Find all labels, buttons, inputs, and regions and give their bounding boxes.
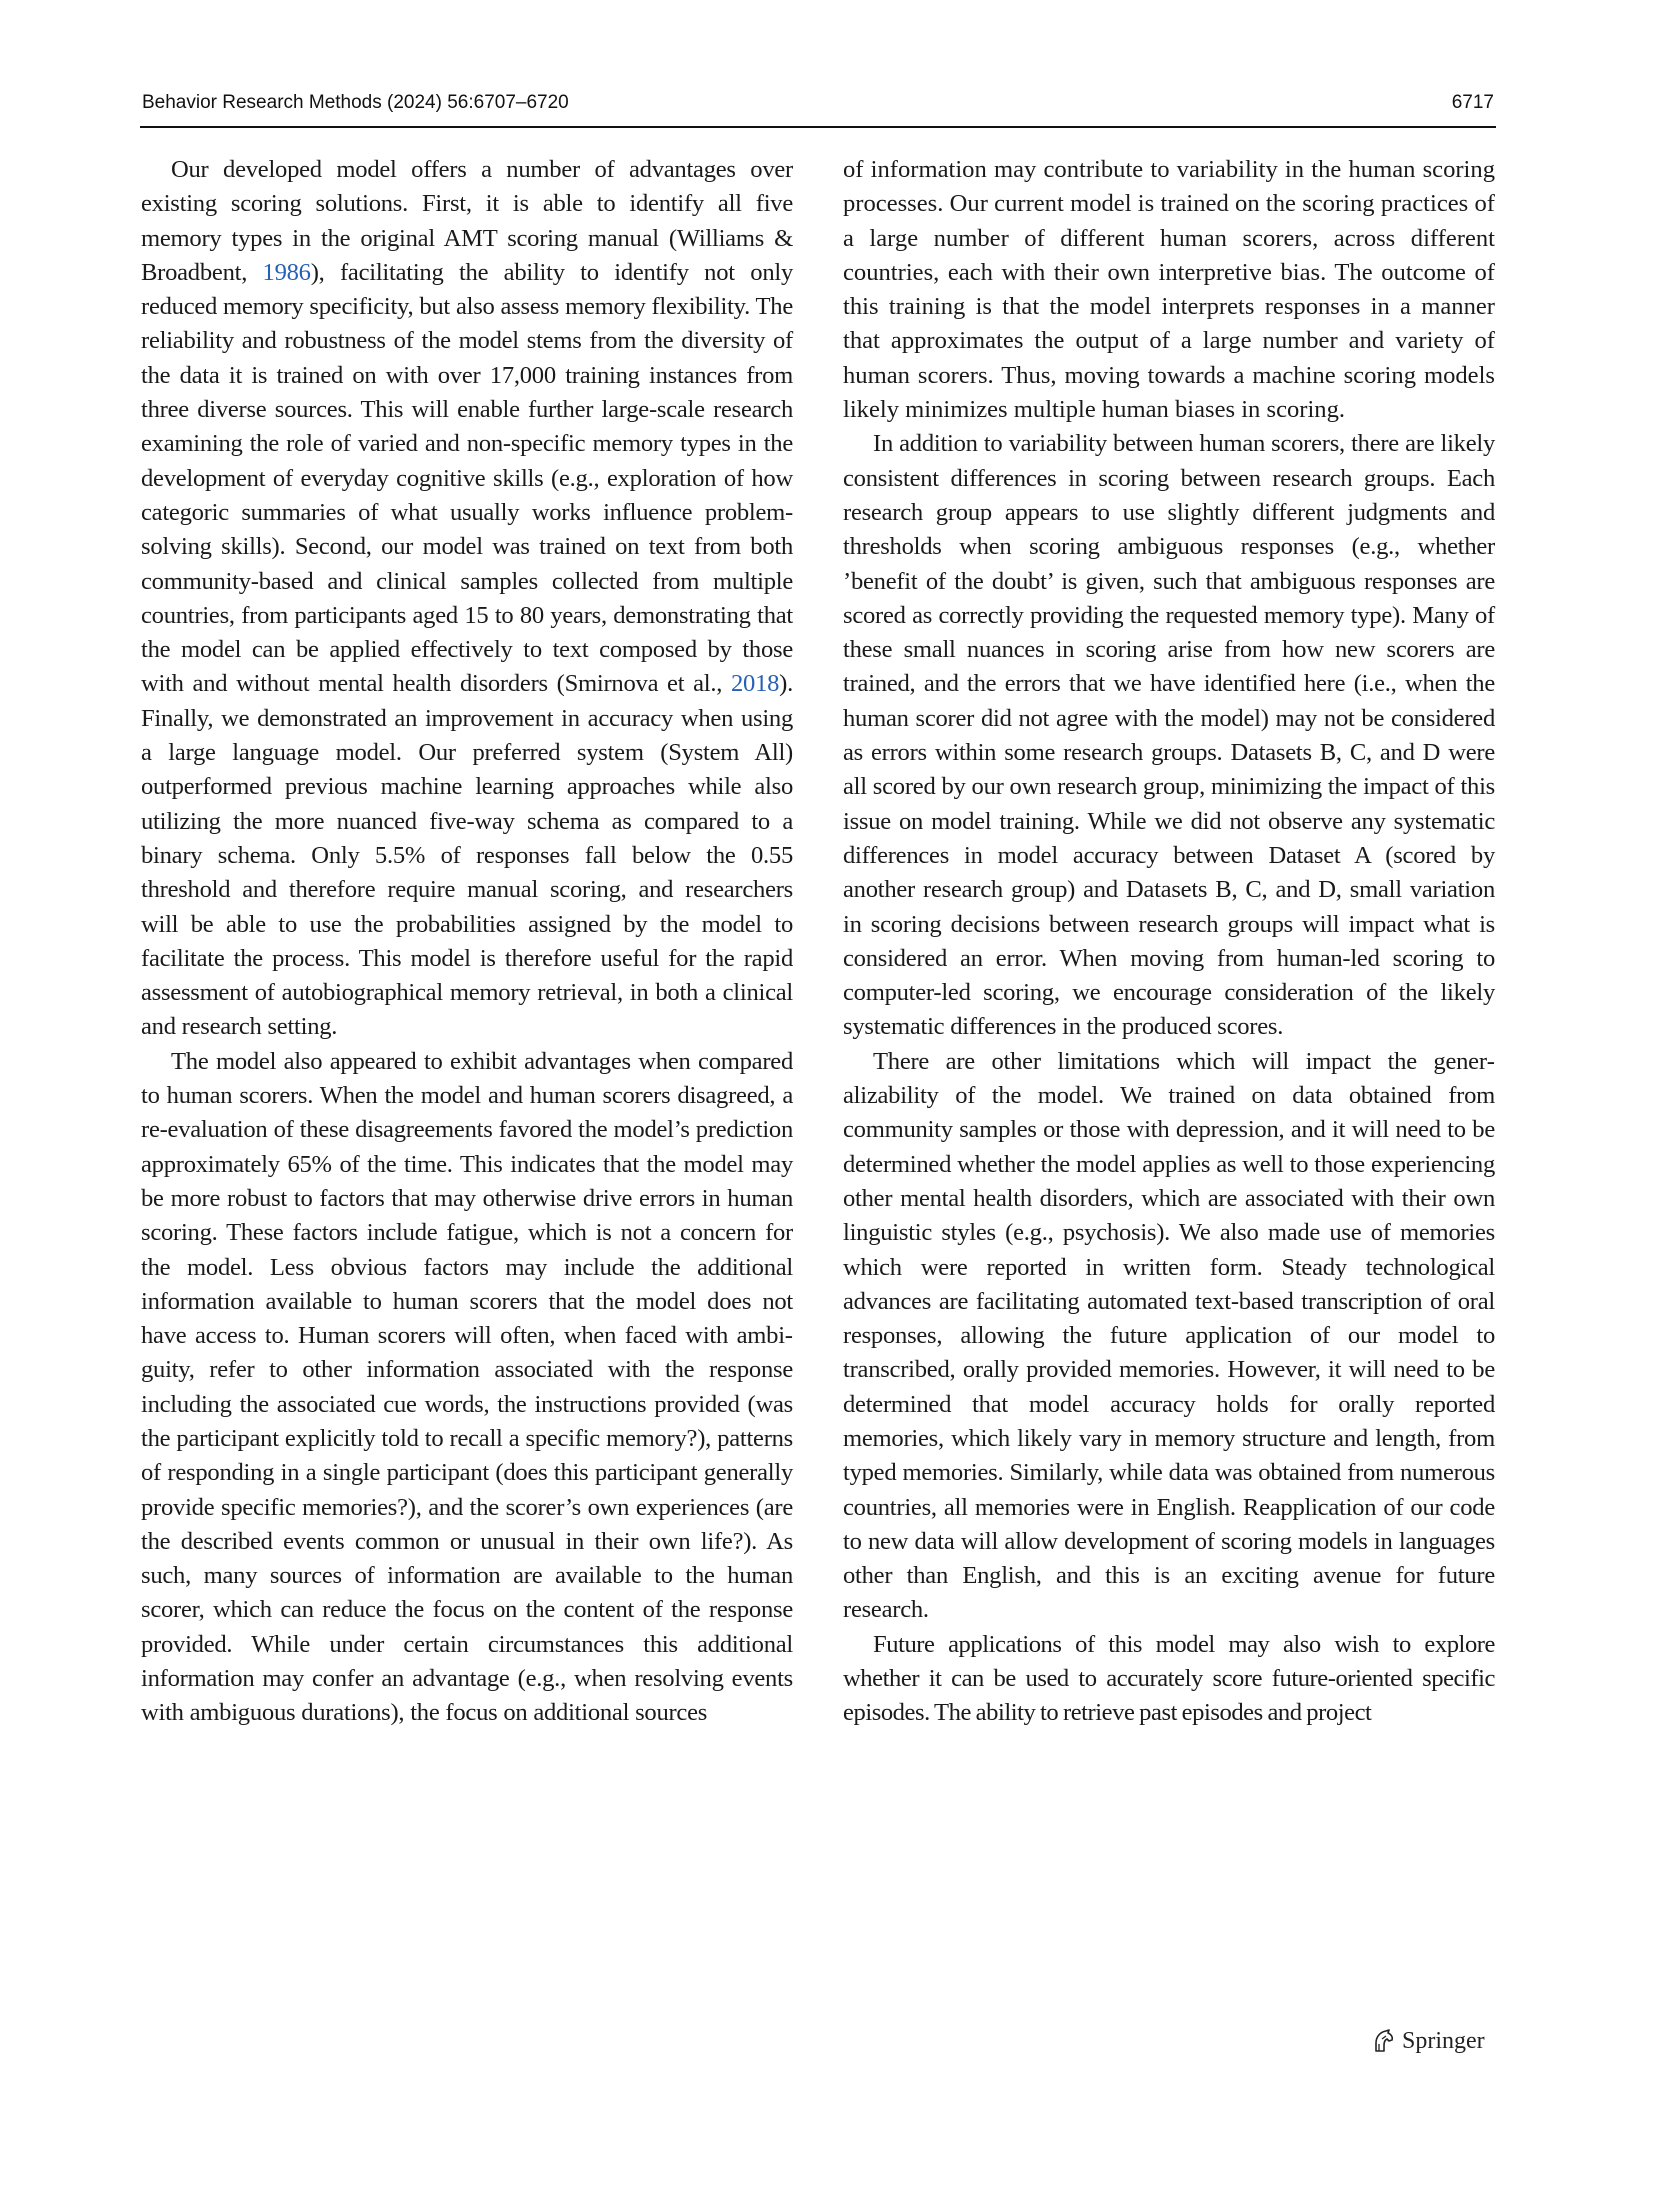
right-column [843, 153, 1495, 1731]
publisher-name: Springer [1402, 2028, 1485, 2054]
paragraph-text: ), facilitating the ability to identify not only reduced memory specificity, but also assess memory flexibility. The reliability and robustness of the model stems from the diversity of the data it is trained on with over 17,000 training instances from three diverse sources. This will enable further large-scale research examining the role of varied and non-specific memory types in the development of everyday cognitive skills (e.g., exploration of how categoric summaries of what usually works influence problem-solving skills). Second, our model was trained on text from both community-based and clinical samples collected from multiple countries, from participants aged 15 to 80 years, demonstrating that the model can be applied effectively to text composed by those with and without mental health disorders (Smirnova et al., [141, 258, 793, 698]
paragraph: In addition to variability between human scorers, there are likely consistent differences in scoring between research groups. Each research group appears to use slightly different judgments and thresholds when scoring ambiguous responses (e.g., whether ’benefit of the doubt’ is given, such that ambiguous responses are scored as correctly providing the requested memory type). Many of these small nuances in scoring arise from how new scorers are trained, and the errors that we have identified here (i.e., when the human scorer did not agree with the model) may not be considered as errors within some research groups. Datasets B, C, and D were all scored by our own research group, minimizing the impact of this issue on model training. While we did not observe any systematic differences in model accuracy between Dataset A (scored by another research group) and Datasets B, C, and D, small variation in scoring decisions between research groups will impact what is considered an error. When moving from human-led scoring to computer-led scoring, we encourage consideration of the likely systematic differences in the produced scores. [843, 430, 1495, 1041]
paragraph: There are other limitations which will impact the generalizability of the model. We trained on data obtained from community samples or those with depression, and it will need to be determined whether the model applies as well to those experiencing other mental health disorders, which are associated with their own linguistic styles (e.g., psychosis). We also made use of memories which were reported in written form. Steady technological advances are facilitating automated text-based transcription of oral responses, allowing the future application of our model to transcribed, orally provided memories. However, it will need to be determined that model accuracy holds for orally reported memories, which likely vary in memory structure and length, from typed memories. Similarly, while data was obtained from numerous countries, all memories were in English. Reapplication of our code to new data will allow development of scoring models in languages other than English, and this is an exciting avenue for future research. [843, 1047, 1495, 1624]
paragraph: The model also appeared to exhibit advantages when compared to human scorers. When the model and human scorers disagreed, a re-evaluation of these disagreements favored the model’s prediction approximately 65% of the time. This indicates that the model may be more robust to factors that may otherwise drive errors in human scoring. These factors include fatigue, which is not a concern for the model. Less obvious factors may include the additional information available to human scorers that the model does not have access to. Human scorers will often, when faced with ambiguity, refer to other information associated with the response including the associated cue words, the instructions provided (was the participant explicitly told to recall a specific memory?), patterns of responding in a single participant (does this participant generally provide specific memories?), and the scorer’s own experiences (are the described events common or unusual in their own life?). As such, many sources of information are available to the human scorer, which can reduce the focus on the content of the response provided. While under certain circumstances this additional information may confer an advantage (e.g., when resolving events with ambiguous durations), the focus on additional sources [141, 1047, 793, 1727]
publisher-footer [1370, 2022, 1496, 2062]
page-number: 6717 [1451, 92, 1494, 113]
running-head [140, 88, 1496, 124]
reference-link[interactable]: 1986 [262, 258, 311, 286]
left-column [141, 153, 793, 1731]
paragraph [141, 153, 793, 1045]
paragraph-text: ). Finally, we demonstrated an improvement in accuracy when using a large language model. Our preferred system (System All) outperformed previous machine learning approaches while also utilizing the more nuanced five-way schema as compared to a binary schema. Only 5.5% of responses fall below the 0.55 threshold and therefore require manual scoring, and researchers will be able to use the probabilities assigned by the model to facilitate the process. This model is therefore useful for the rapid assessment of autobiographical memory retrieval, in both a clinical and research setting. [141, 670, 793, 1041]
paragraph: Future applications of this model may also wish to explore whether it can be used to accurately score future-oriented specific episodes. The ability to retrieve past episodes and project [843, 1630, 1495, 1727]
reference-link[interactable]: 2018 [730, 670, 780, 698]
springer-horse-icon [1370, 2028, 1396, 2054]
header-rule [140, 126, 1496, 128]
paragraph: of information may contribute to variability in the human scoring processes. Our current model is trained on the scoring practices of a large number of different human scorers, across different countries, each with their own interpretive bias. The outcome of this training is that the model interprets responses in a manner that approximates the output of a large number and variety of human scorers. Thus, moving towards a machine scoring models likely minimizes multiple human biases in scoring. [843, 156, 1495, 424]
journal-citation: Behavior Research Methods (2024) 56:6707–6720 [142, 92, 569, 113]
paragraph-text: Our developed model offers a number of advantages over existing scoring solutions. First, it is able to identify all five memory types in the original AMT scoring manual (Williams & Broadbent, [141, 156, 793, 286]
